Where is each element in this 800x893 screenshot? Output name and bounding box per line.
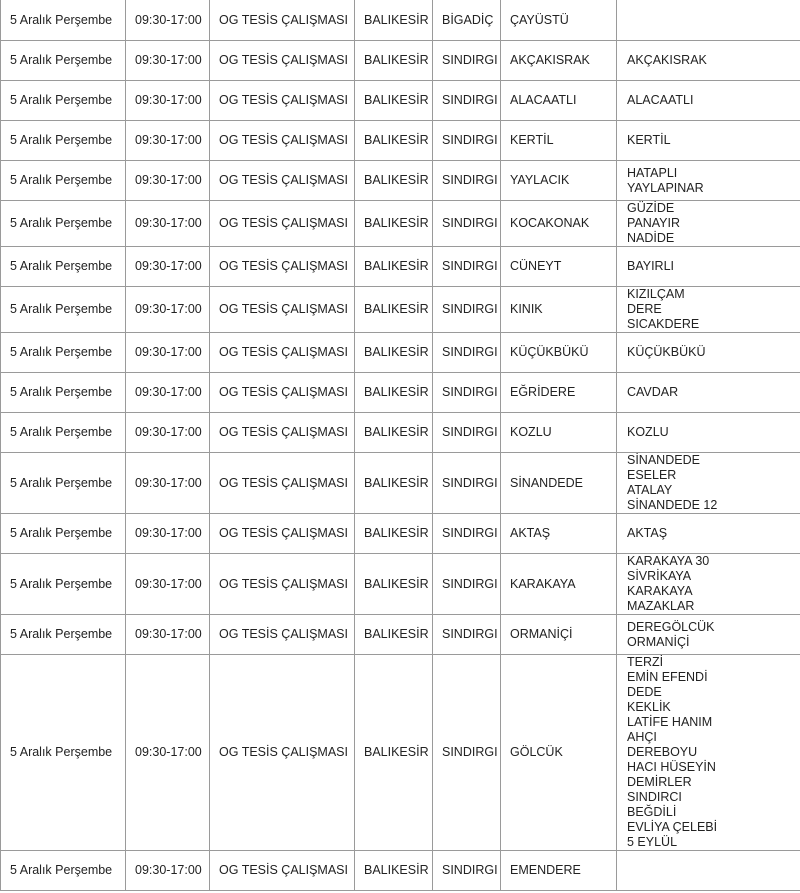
place-name: GÜZİDE [627, 201, 675, 215]
places-cell [617, 0, 800, 41]
time-cell: 09:30-17:00 [126, 413, 210, 453]
district-cell: SINDIRGI [433, 554, 501, 615]
work-type-cell: OG TESİS ÇALIŞMASI [210, 161, 355, 201]
place-name: DEDE [627, 685, 662, 699]
time-cell: 09:30-17:00 [126, 121, 210, 161]
district-cell: SINDIRGI [433, 41, 501, 81]
place-name: DEREBOYU [627, 745, 698, 759]
province-cell: BALIKESİR [355, 201, 433, 247]
neighborhood-cell: ALACAATLI [501, 81, 617, 121]
place-name: MAZAKLAR [627, 599, 695, 613]
table-row [1, 121, 800, 161]
place-name: SINDIRCI [627, 790, 682, 804]
table-row [1, 201, 800, 247]
work-type-cell: OG TESİS ÇALIŞMASI [210, 373, 355, 413]
work-type-cell: OG TESİS ÇALIŞMASI [210, 287, 355, 333]
table-row [1, 554, 800, 615]
place-name: KIZILÇAM [627, 287, 685, 301]
province-cell: BALIKESİR [355, 453, 433, 514]
place-name: SİVRİKAYA [627, 569, 692, 583]
district-cell: SINDIRGI [433, 121, 501, 161]
time-cell: 09:30-17:00 [126, 201, 210, 247]
district-cell: SINDIRGI [433, 333, 501, 373]
place-name: AKÇAKISRAK [627, 53, 707, 67]
place-name: KERTİL [627, 133, 671, 147]
neighborhood-cell: KINIK [501, 287, 617, 333]
province-cell: BALIKESİR [355, 81, 433, 121]
time-cell: 09:30-17:00 [126, 851, 210, 891]
district-cell: SINDIRGI [433, 373, 501, 413]
neighborhood-cell: EĞRİDERE [501, 373, 617, 413]
time-cell: 09:30-17:00 [126, 161, 210, 201]
district-cell: SINDIRGI [433, 453, 501, 514]
date-cell: 5 Aralık Perşembe [1, 373, 126, 413]
places-cell [617, 41, 800, 81]
neighborhood-cell: YAYLACIK [501, 161, 617, 201]
time-cell: 09:30-17:00 [126, 81, 210, 121]
time-cell: 09:30-17:00 [126, 655, 210, 851]
district-cell: SINDIRGI [433, 413, 501, 453]
place-name: ALACAATLI [627, 93, 694, 107]
time-cell: 09:30-17:00 [126, 453, 210, 514]
place-name: DEREGÖLCÜK [627, 619, 715, 634]
place-name: ORMANİÇİ [627, 634, 690, 649]
table-row [1, 655, 800, 851]
time-cell: 09:30-17:00 [126, 514, 210, 554]
places-cell [617, 373, 800, 413]
place-name: AHÇI [627, 730, 657, 744]
province-cell: BALIKESİR [355, 851, 433, 891]
neighborhood-cell: SİNANDEDE [501, 453, 617, 514]
work-type-cell: OG TESİS ÇALIŞMASI [210, 201, 355, 247]
time-cell: 09:30-17:00 [126, 0, 210, 41]
place-name: SİNANDEDE [627, 453, 700, 467]
place-name: PANAYIR [627, 216, 681, 230]
places-cell [617, 121, 800, 161]
province-cell: BALIKESİR [355, 413, 433, 453]
place-name: HATAPLI [627, 165, 678, 180]
place-name: HACI HÜSEYİN [627, 760, 716, 774]
place-name: AKTAŞ [627, 526, 668, 540]
table-row [1, 247, 800, 287]
table-row [1, 514, 800, 554]
neighborhood-cell: GÖLCÜK [501, 655, 617, 851]
district-cell: SINDIRGI [433, 247, 501, 287]
date-cell: 5 Aralık Perşembe [1, 851, 126, 891]
place-name: KOZLU [627, 425, 669, 439]
date-cell: 5 Aralık Perşembe [1, 615, 126, 655]
places-cell [617, 333, 800, 373]
places-cell [617, 247, 800, 287]
places-cell [617, 615, 800, 655]
place-name: KEKLİK [627, 700, 671, 714]
work-type-cell: OG TESİS ÇALIŞMASI [210, 514, 355, 554]
work-type-cell: OG TESİS ÇALIŞMASI [210, 121, 355, 161]
place-name: ATALAY [627, 483, 673, 497]
places-cell [617, 81, 800, 121]
time-cell: 09:30-17:00 [126, 373, 210, 413]
neighborhood-cell: KERTİL [501, 121, 617, 161]
place-name: SICAKDERE [627, 317, 700, 331]
table-row [1, 333, 800, 373]
table-row [1, 851, 800, 891]
district-cell: SINDIRGI [433, 201, 501, 247]
province-cell: BALIKESİR [355, 161, 433, 201]
place-name: KARAKAYA 30 [627, 554, 710, 568]
province-cell: BALIKESİR [355, 514, 433, 554]
time-cell: 09:30-17:00 [126, 333, 210, 373]
date-cell: 5 Aralık Perşembe [1, 514, 126, 554]
table-row [1, 81, 800, 121]
place-name: TERZİ [627, 655, 664, 669]
neighborhood-cell: ORMANİÇİ [501, 615, 617, 655]
neighborhood-cell: EMENDERE [501, 851, 617, 891]
table-body [1, 0, 800, 891]
province-cell: BALIKESİR [355, 333, 433, 373]
district-cell: BİGADİÇ [433, 0, 501, 41]
work-type-cell: OG TESİS ÇALIŞMASI [210, 453, 355, 514]
places-cell [617, 514, 800, 554]
date-cell: 5 Aralık Perşembe [1, 247, 126, 287]
place-name: LATİFE HANIM [627, 715, 713, 729]
places-cell [617, 655, 800, 851]
table-row [1, 373, 800, 413]
neighborhood-cell: KARAKAYA [501, 554, 617, 615]
work-type-cell: OG TESİS ÇALIŞMASI [210, 0, 355, 41]
work-type-cell: OG TESİS ÇALIŞMASI [210, 554, 355, 615]
places-cell [617, 287, 800, 333]
time-cell: 09:30-17:00 [126, 287, 210, 333]
date-cell: 5 Aralık Perşembe [1, 161, 126, 201]
district-cell: SINDIRGI [433, 287, 501, 333]
place-name: YAYLAPINAR [627, 180, 704, 195]
table-row [1, 453, 800, 514]
date-cell: 5 Aralık Perşembe [1, 81, 126, 121]
date-cell: 5 Aralık Perşembe [1, 655, 126, 851]
date-cell: 5 Aralık Perşembe [1, 121, 126, 161]
place-name: DERE [627, 302, 662, 316]
province-cell: BALIKESİR [355, 373, 433, 413]
place-name: NADİDE [627, 231, 675, 245]
place-name: BEĞDİLİ [627, 805, 677, 819]
table-row [1, 0, 800, 41]
time-cell: 09:30-17:00 [126, 554, 210, 615]
district-cell: SINDIRGI [433, 161, 501, 201]
province-cell: BALIKESİR [355, 0, 433, 41]
table-row [1, 161, 800, 201]
district-cell: SINDIRGI [433, 655, 501, 851]
date-cell: 5 Aralık Perşembe [1, 554, 126, 615]
time-cell: 09:30-17:00 [126, 615, 210, 655]
places-cell [617, 554, 800, 615]
district-cell: SINDIRGI [433, 81, 501, 121]
place-name: ESELER [627, 468, 677, 482]
date-cell: 5 Aralık Perşembe [1, 453, 126, 514]
province-cell: BALIKESİR [355, 41, 433, 81]
place-name: KÜÇÜKBÜKÜ [627, 345, 706, 359]
place-name: SİNANDEDE 12 [627, 498, 718, 512]
work-type-cell: OG TESİS ÇALIŞMASI [210, 615, 355, 655]
time-cell: 09:30-17:00 [126, 41, 210, 81]
province-cell: BALIKESİR [355, 554, 433, 615]
place-name: DEMİRLER [627, 775, 692, 789]
place-name: EMİN EFENDİ [627, 670, 708, 684]
place-name: KARAKAYA [627, 584, 693, 598]
date-cell: 5 Aralık Perşembe [1, 287, 126, 333]
district-cell: SINDIRGI [433, 615, 501, 655]
places-cell [617, 413, 800, 453]
neighborhood-cell: AKÇAKISRAK [501, 41, 617, 81]
work-type-cell: OG TESİS ÇALIŞMASI [210, 41, 355, 81]
table-row [1, 615, 800, 655]
work-type-cell: OG TESİS ÇALIŞMASI [210, 81, 355, 121]
province-cell: BALIKESİR [355, 655, 433, 851]
places-cell [617, 161, 800, 201]
places-cell [617, 851, 800, 891]
neighborhood-cell: KOZLU [501, 413, 617, 453]
neighborhood-cell: ÇAYÜSTÜ [501, 0, 617, 41]
work-type-cell: OG TESİS ÇALIŞMASI [210, 247, 355, 287]
neighborhood-cell: KÜÇÜKBÜKÜ [501, 333, 617, 373]
work-type-cell: OG TESİS ÇALIŞMASI [210, 655, 355, 851]
date-cell: 5 Aralık Perşembe [1, 0, 126, 41]
date-cell: 5 Aralık Perşembe [1, 413, 126, 453]
time-cell: 09:30-17:00 [126, 247, 210, 287]
table-row [1, 287, 800, 333]
province-cell: BALIKESİR [355, 287, 433, 333]
table-row [1, 41, 800, 81]
province-cell: BALIKESİR [355, 121, 433, 161]
place-name: 5 EYLÜL [627, 835, 678, 849]
date-cell: 5 Aralık Perşembe [1, 333, 126, 373]
neighborhood-cell: KOCAKONAK [501, 201, 617, 247]
district-cell: SINDIRGI [433, 514, 501, 554]
work-type-cell: OG TESİS ÇALIŞMASI [210, 413, 355, 453]
neighborhood-cell: AKTAŞ [501, 514, 617, 554]
place-name: EVLİYA ÇELEBİ [627, 820, 718, 834]
date-cell: 5 Aralık Perşembe [1, 201, 126, 247]
date-cell: 5 Aralık Perşembe [1, 41, 126, 81]
table-row [1, 413, 800, 453]
place-name: BAYIRLI [627, 259, 675, 273]
province-cell: BALIKESİR [355, 615, 433, 655]
neighborhood-cell: CÜNEYT [501, 247, 617, 287]
place-name: CAVDAR [627, 385, 679, 399]
places-cell [617, 453, 800, 514]
district-cell: SINDIRGI [433, 851, 501, 891]
province-cell: BALIKESİR [355, 247, 433, 287]
work-type-cell: OG TESİS ÇALIŞMASI [210, 333, 355, 373]
places-cell [617, 201, 800, 247]
work-type-cell: OG TESİS ÇALIŞMASI [210, 851, 355, 891]
